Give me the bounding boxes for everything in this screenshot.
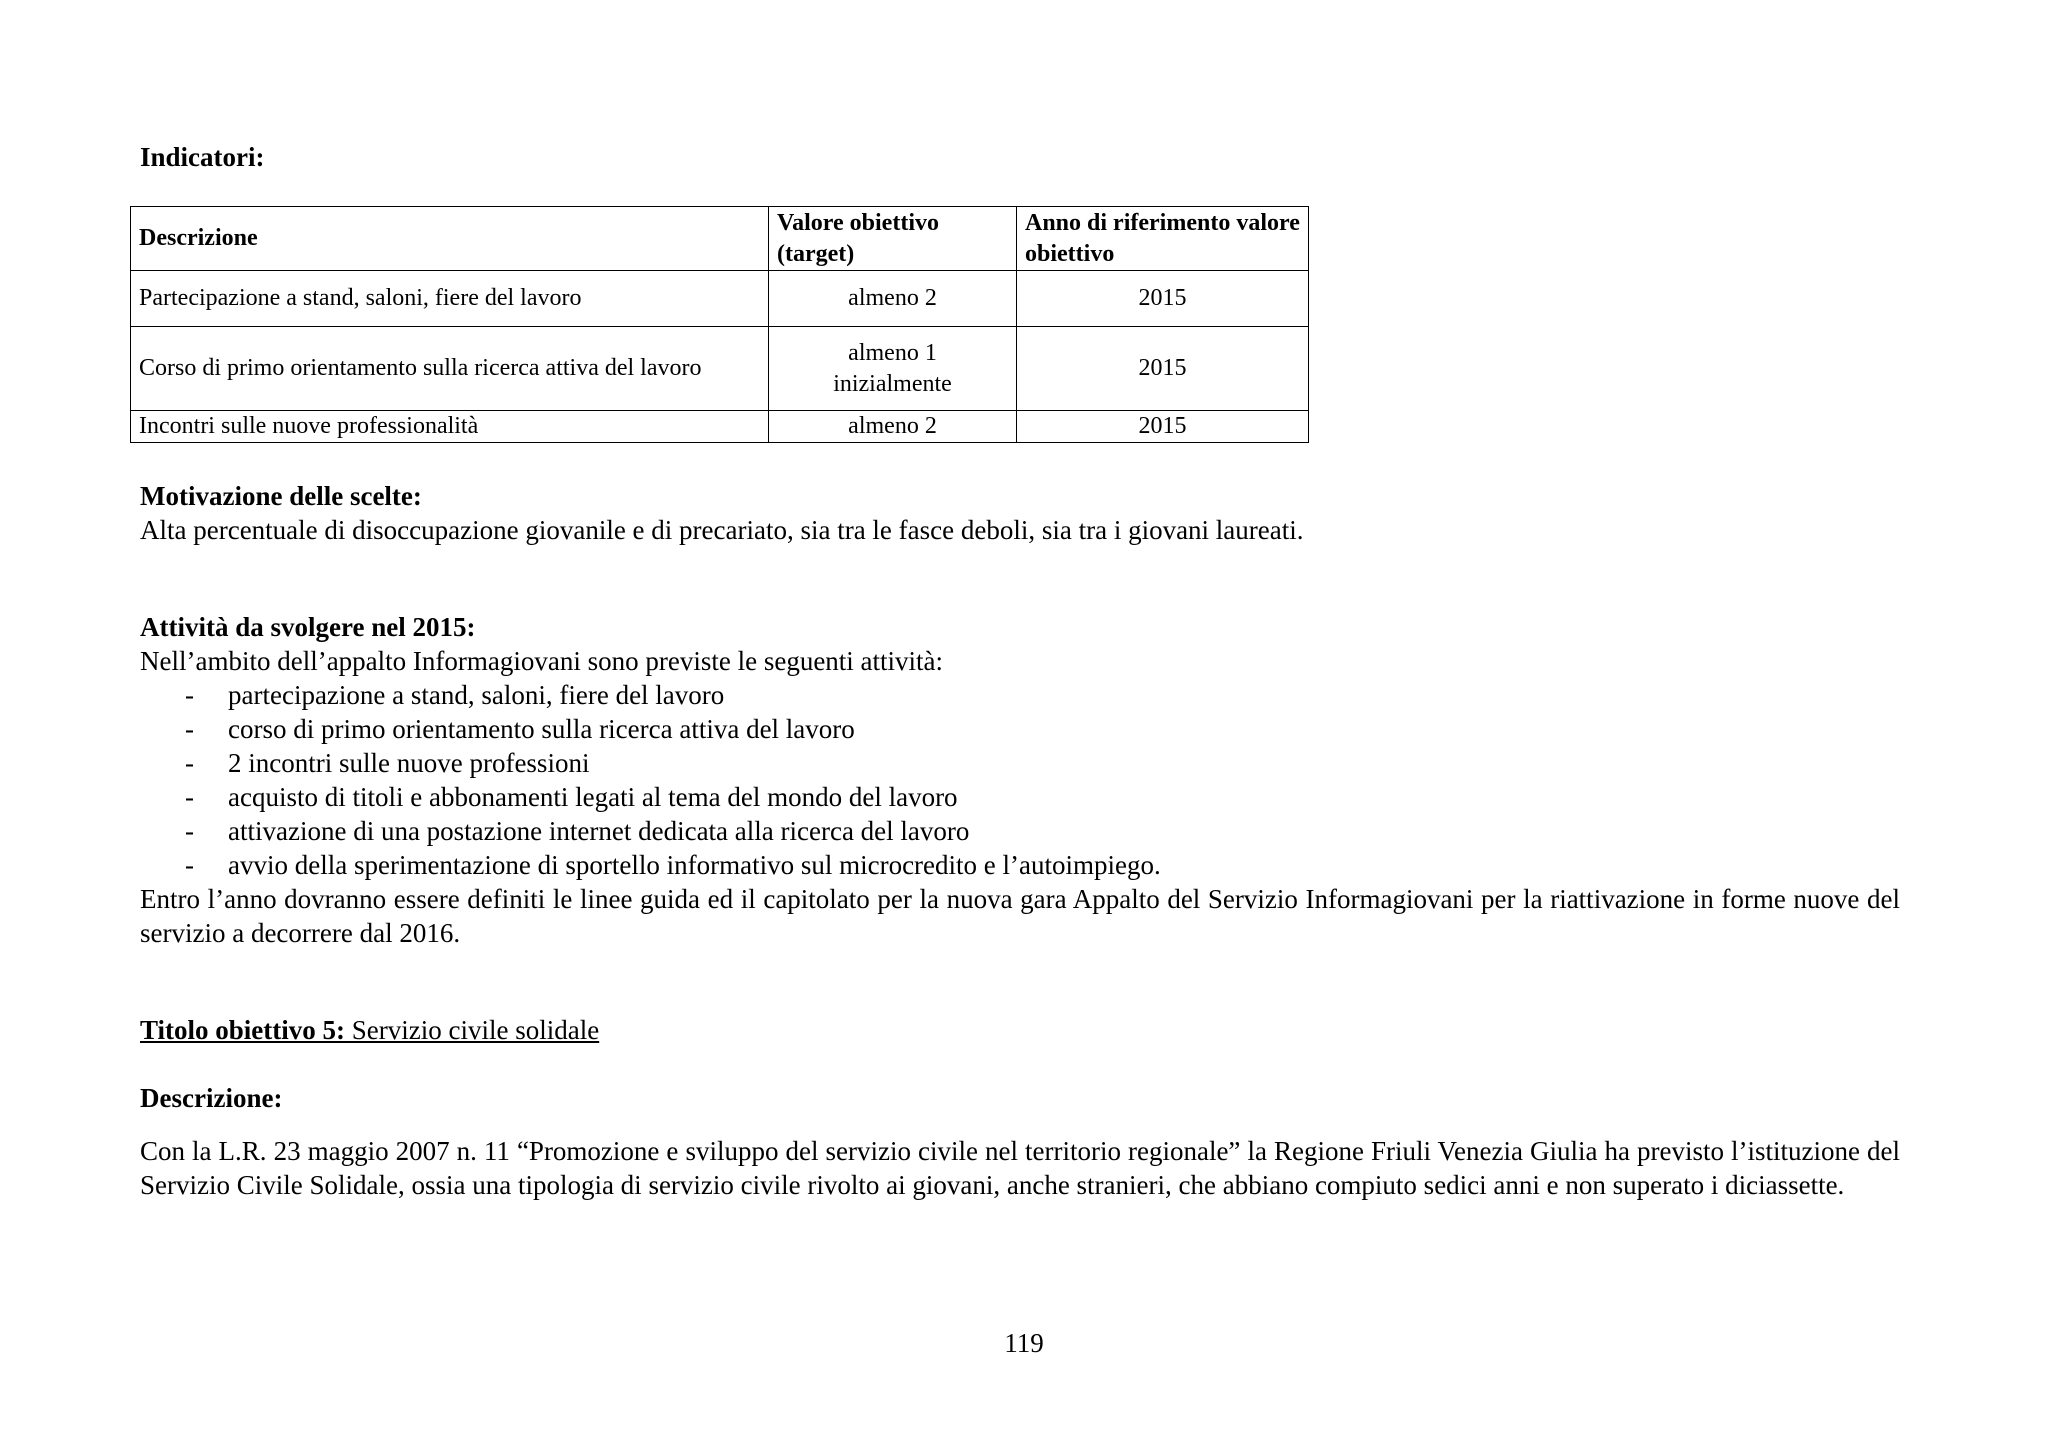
table-cell: Partecipazione a stand, saloni, fiere del lavoro <box>131 271 769 327</box>
bullet-dash: - <box>185 850 194 880</box>
table-header-cell: Valore obiettivo (target) <box>769 207 1017 271</box>
table-cell: almeno 2 <box>769 411 1017 443</box>
bullet-dash: - <box>185 714 194 744</box>
list-item-text: attivazione di una postazione internet dedicata alla ricerca del lavoro <box>228 816 970 846</box>
list-item-text: corso di primo orientamento sulla ricerca attiva del lavoro <box>228 714 855 744</box>
list-item <box>185 712 1161 746</box>
obiettivo-name: Servizio civile solidale <box>345 1015 600 1045</box>
table-header-cell: Anno di riferimento valore obiettivo <box>1017 207 1309 271</box>
obiettivo-label: Titolo obiettivo 5: <box>140 1015 345 1045</box>
table-cell: 2015 <box>1017 411 1309 443</box>
obiettivo-title <box>140 1013 1900 1047</box>
bullet-dash: - <box>185 748 194 778</box>
bullet-dash: - <box>185 680 194 710</box>
table-cell: 2015 <box>1017 327 1309 411</box>
bullet-dash: - <box>185 816 194 846</box>
list-item-text: 2 incontri sulle nuove professioni <box>228 748 590 778</box>
page-number: 119 <box>1004 1328 1044 1358</box>
table-row <box>131 271 1309 327</box>
list-item <box>185 780 1161 814</box>
list-item <box>185 814 1161 848</box>
table-cell: almeno 1 inizialmente <box>769 327 1017 411</box>
table-header-cell: Descrizione <box>131 207 769 271</box>
list-item <box>185 746 1161 780</box>
attivita-intro: Nell’ambito dell’appalto Informagiovani sono previste le seguenti attività: <box>140 646 944 676</box>
motivazione-heading: Motivazione delle scelte: <box>140 481 422 511</box>
list-item-text: avvio della sperimentazione di sportello informativo sul microcredito e l’autoimpiego. <box>228 850 1161 880</box>
list-item <box>185 848 1161 882</box>
table-header-row <box>131 207 1309 271</box>
descrizione-text: Con la L.R. 23 maggio 2007 n. 11 “Promozione e sviluppo del servizio civile nel territorio regionale” la Regione Friuli Venezia Giulia ha previsto l’istituzione del Servizio Civile Solidale, ossia una tipologia di servizio civile rivolto ai giovani, anche stranieri, che abbiano compiuto sedici anni e non superato i diciassette. <box>140 1136 1900 1200</box>
table-row <box>131 411 1309 443</box>
bullet-dash: - <box>185 782 194 812</box>
table-cell: almeno 2 <box>769 271 1017 327</box>
activities-list <box>185 678 1161 882</box>
descrizione-heading: Descrizione: <box>140 1083 283 1113</box>
list-item <box>185 678 1161 712</box>
table-cell: Corso di primo orientamento sulla ricerca attiva del lavoro <box>131 327 769 411</box>
list-item-text: acquisto di titoli e abbonamenti legati al tema del mondo del lavoro <box>228 782 958 812</box>
indicators-heading: Indicatori: <box>140 142 265 172</box>
motivazione-text: Alta percentuale di disoccupazione giovanile e di precariato, sia tra le fasce deboli, sia tra i giovani laureati. <box>140 515 1304 545</box>
list-item-text: partecipazione a stand, saloni, fiere del lavoro <box>228 680 725 710</box>
table-row <box>131 327 1309 411</box>
attivita-closing: Entro l’anno dovranno essere definiti le linee guida ed il capitolato per la nuova gara Appalto del Servizio Informagiovani per la riattivazione in forme nuove del servizio a decorrere dal 2016. <box>140 884 1900 948</box>
table-cell: Incontri sulle nuove professionalità <box>131 411 769 443</box>
table-cell: 2015 <box>1017 271 1309 327</box>
indicators-table <box>130 206 1309 443</box>
attivita-heading: Attività da svolgere nel 2015: <box>140 612 476 642</box>
